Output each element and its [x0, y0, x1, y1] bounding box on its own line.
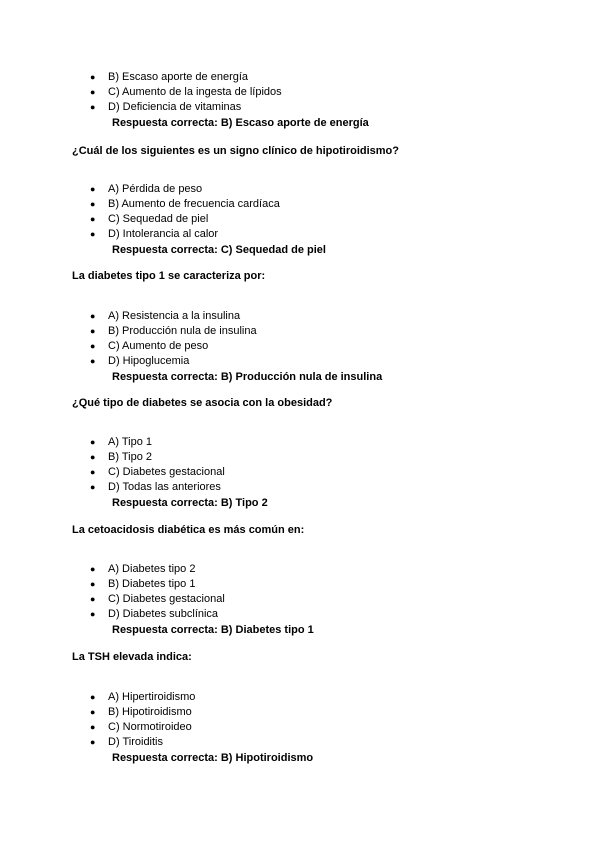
- bullet-icon: ●: [90, 311, 96, 321]
- bullet-icon: ●: [90, 356, 96, 366]
- option-item: ● D) Intolerancia al calor: [90, 228, 219, 240]
- bullet-icon: ●: [90, 214, 96, 224]
- option-item: ● C) Normotiroideo: [90, 721, 192, 733]
- options-list: [0, 182, 600, 242]
- bullet-icon: ●: [90, 609, 96, 619]
- option-item: ● B) Hipotiroidismo: [90, 706, 192, 718]
- option-item: ● B) Diabetes tipo 1: [90, 578, 196, 590]
- options-list: [0, 309, 600, 369]
- question-block-5: [0, 690, 600, 766]
- option-item: ● D) Hipoglucemia: [90, 355, 190, 367]
- question-text: ¿Qué tipo de diabetes se asocia con la obesidad?: [72, 397, 333, 409]
- bullet-icon: ●: [90, 482, 96, 492]
- bullet-icon: ●: [90, 341, 96, 351]
- option-item: ● B) Tipo 2: [90, 451, 153, 463]
- bullet-icon: ●: [90, 326, 96, 336]
- option-item: ● C) Diabetes gestacional: [90, 466, 225, 478]
- options-list: [0, 435, 600, 495]
- bullet-icon: ●: [90, 737, 96, 747]
- question-block-0: [0, 70, 600, 131]
- question-text: La cetoacidosis diabética es más común en:: [72, 524, 305, 536]
- option-item: ● A) Diabetes tipo 2: [90, 563, 196, 575]
- question-block-2: [0, 309, 600, 385]
- bullet-icon: ●: [90, 452, 96, 462]
- bullet-icon: ●: [90, 467, 96, 477]
- bullet-icon: ●: [90, 229, 96, 239]
- question-block-3: [0, 435, 600, 511]
- option-item: ● B) Producción nula de insulina: [90, 325, 257, 337]
- bullet-icon: ●: [90, 579, 96, 589]
- options-list: [0, 70, 600, 115]
- option-item: ● D) Deficiencia de vitaminas: [90, 101, 242, 113]
- options-list: [0, 690, 600, 750]
- option-item: ● A) Pérdida de peso: [90, 183, 203, 195]
- option-item: ● B) Aumento de frecuencia cardíaca: [90, 198, 280, 210]
- option-item: ● A) Resistencia a la insulina: [90, 310, 241, 322]
- bullet-icon: ●: [90, 437, 96, 447]
- options-list: [0, 562, 600, 622]
- bullet-icon: ●: [90, 72, 96, 82]
- bullet-icon: ●: [90, 87, 96, 97]
- option-item: ● C) Sequedad de piel: [90, 213, 209, 225]
- question-block-4: [0, 562, 600, 638]
- bullet-icon: ●: [90, 722, 96, 732]
- option-item: ● B) Escaso aporte de energía: [90, 71, 249, 83]
- option-item: ● D) Todas las anteriores: [90, 481, 221, 493]
- bullet-icon: ●: [90, 102, 96, 112]
- option-item: ● C) Aumento de la ingesta de lípidos: [90, 86, 282, 98]
- bullet-icon: ●: [90, 594, 96, 604]
- correct-answer: Respuesta correcta: B) Producción nula de insulina: [112, 371, 383, 383]
- option-item: ● A) Tipo 1: [90, 436, 153, 448]
- option-item: ● A) Hipertiroidismo: [90, 691, 196, 703]
- question-text: La TSH elevada indica:: [72, 651, 192, 663]
- correct-answer: Respuesta correcta: B) Tipo 2: [112, 497, 268, 509]
- question-block-1: [0, 182, 600, 258]
- correct-answer: Respuesta correcta: C) Sequedad de piel: [112, 244, 326, 256]
- option-item: ● D) Tiroiditis: [90, 736, 164, 748]
- question-text: La diabetes tipo 1 se caracteriza por:: [72, 270, 266, 282]
- bullet-icon: ●: [90, 199, 96, 209]
- option-item: ● D) Diabetes subclínica: [90, 608, 219, 620]
- correct-answer: Respuesta correcta: B) Diabetes tipo 1: [112, 624, 314, 636]
- correct-answer: Respuesta correcta: B) Hipotiroidismo: [112, 752, 314, 764]
- bullet-icon: ●: [90, 707, 96, 717]
- correct-answer: Respuesta correcta: B) Escaso aporte de energía: [112, 117, 369, 129]
- bullet-icon: ●: [90, 184, 96, 194]
- option-item: ● C) Aumento de peso: [90, 340, 209, 352]
- bullet-icon: ●: [90, 692, 96, 702]
- bullet-icon: ●: [90, 564, 96, 574]
- question-text: ¿Cuál de los siguientes es un signo clínico de hipotiroidismo?: [72, 145, 399, 157]
- option-item: ● C) Diabetes gestacional: [90, 593, 225, 605]
